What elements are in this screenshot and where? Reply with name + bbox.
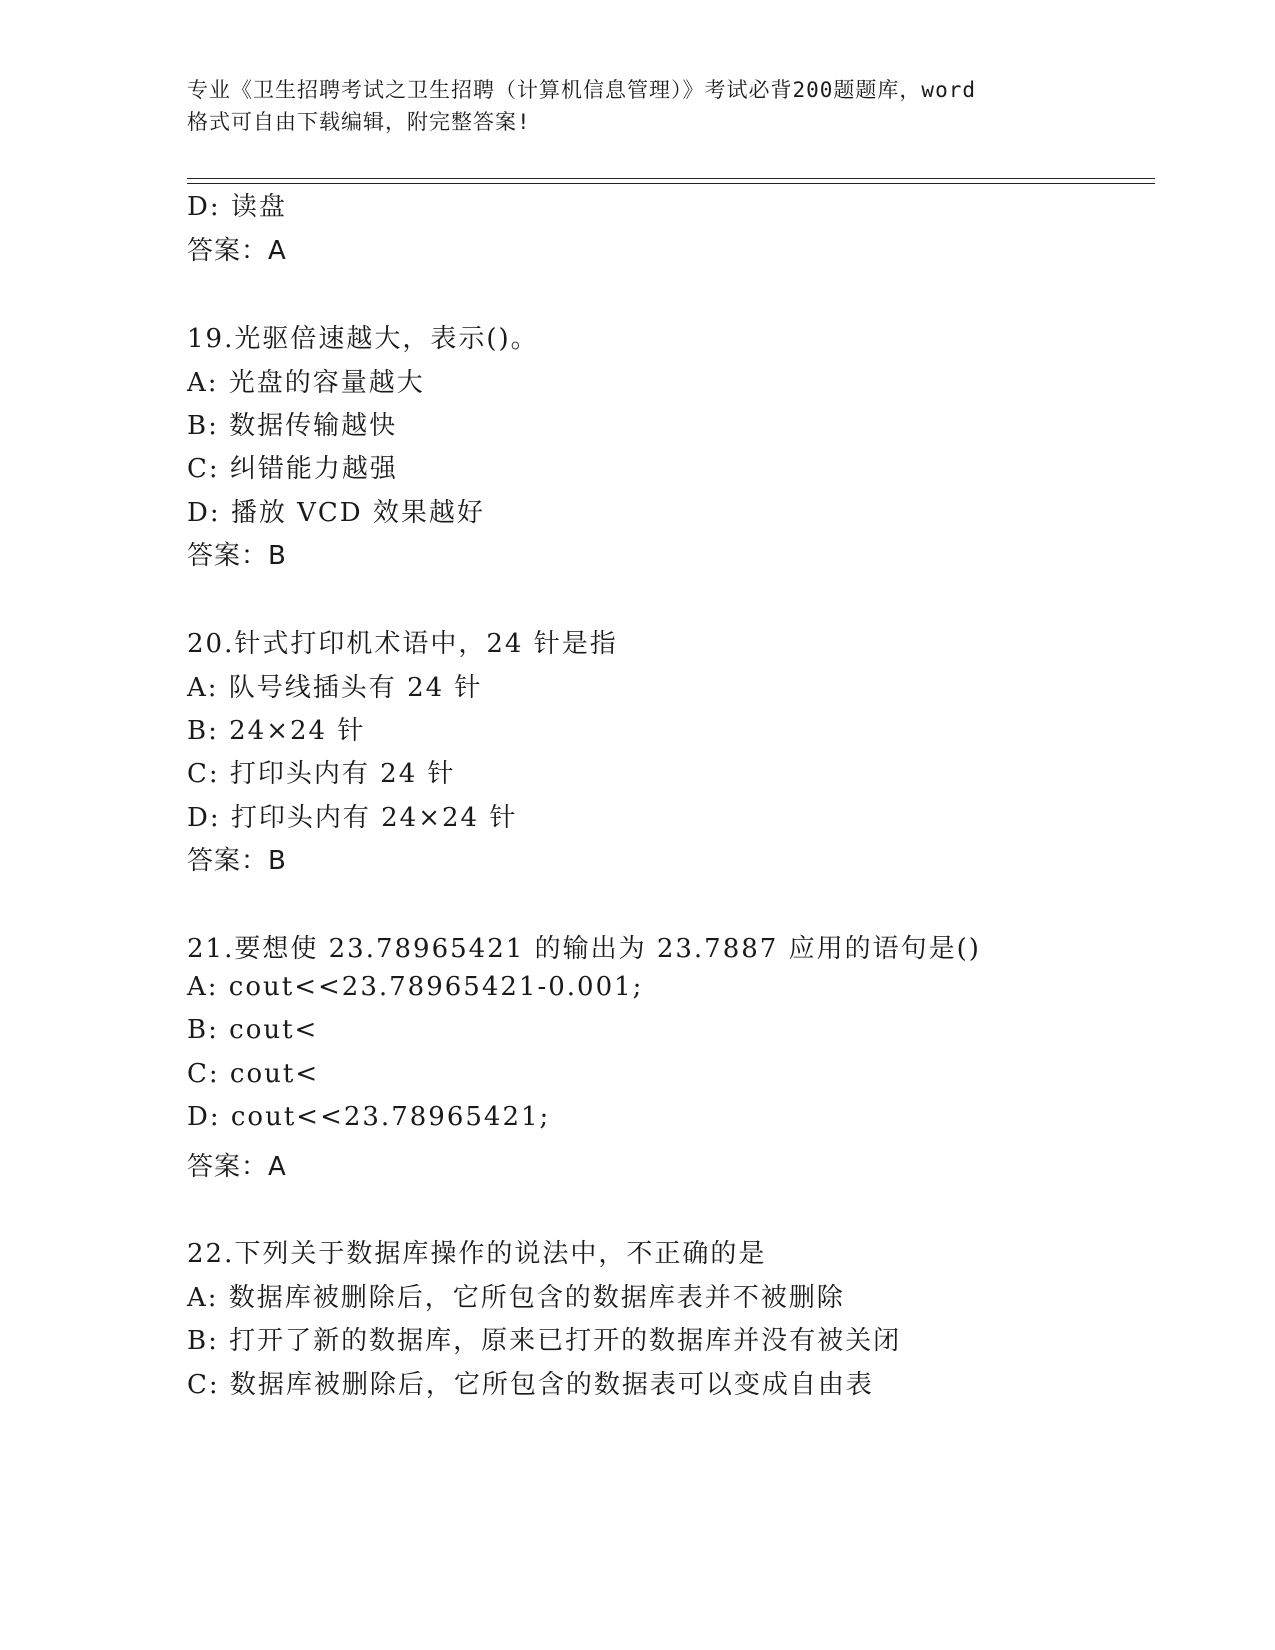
question-21-option-c: C: cout<: [187, 1059, 320, 1089]
prev-option-d: D: 读盘: [187, 192, 287, 222]
question-22-option-c: C: 数据库被删除后，它所包含的数据表可以变成自由表: [187, 1370, 874, 1400]
prev-answer: 答案：A: [187, 236, 287, 266]
question-21-option-d: D: cout<<23.78965421;: [187, 1102, 551, 1132]
question-20-stem: 20.针式打印机术语中，24 针是指: [187, 629, 618, 659]
question-20-option-d: D: 打印头内有 24×24 针: [187, 803, 518, 833]
question-19-stem: 19.光驱倍速越大，表示()。: [187, 324, 539, 354]
question-20-option-a: A: 队号线插头有 24 针: [187, 673, 483, 703]
question-20-answer: 答案：B: [187, 846, 287, 876]
document-header: [187, 74, 1087, 138]
question-19-option-b: B: 数据传输越快: [187, 411, 398, 441]
question-21-option-a: A: cout<<23.78965421-0.001;: [187, 972, 644, 1002]
question-21-option-b: B: cout<: [187, 1015, 319, 1045]
question-19-option-c: C: 纠错能力越强: [187, 454, 398, 484]
question-19-option-a: A: 光盘的容量越大: [187, 368, 425, 398]
question-22-option-a: A: 数据库被删除后，它所包含的数据库表并不被删除: [187, 1283, 845, 1313]
header-line-2: 格式可自由下载编辑，附完整答案!: [187, 110, 531, 134]
question-20-option-c: C: 打印头内有 24 针: [187, 759, 456, 789]
question-19-answer: 答案：B: [187, 541, 287, 571]
question-21-stem: 21.要想使 23.78965421 的输出为 23.7887 应用的语句是(): [187, 934, 981, 964]
header-line-1: 专业《卫生招聘考试之卫生招聘（计算机信息管理）》考试必背200题题库，word: [187, 78, 976, 102]
header-divider-bottom: [187, 183, 1155, 184]
question-20-option-b: B: 24×24 针: [187, 716, 366, 746]
header-divider-top: [187, 178, 1155, 179]
question-22-option-b: B: 打开了新的数据库，原来已打开的数据库并没有被关闭: [187, 1326, 902, 1356]
question-22-stem: 22.下列关于数据库操作的说法中，不正确的是: [187, 1239, 767, 1269]
question-21-answer: 答案：A: [187, 1152, 287, 1182]
question-19-option-d: D: 播放 VCD 效果越好: [187, 498, 485, 528]
